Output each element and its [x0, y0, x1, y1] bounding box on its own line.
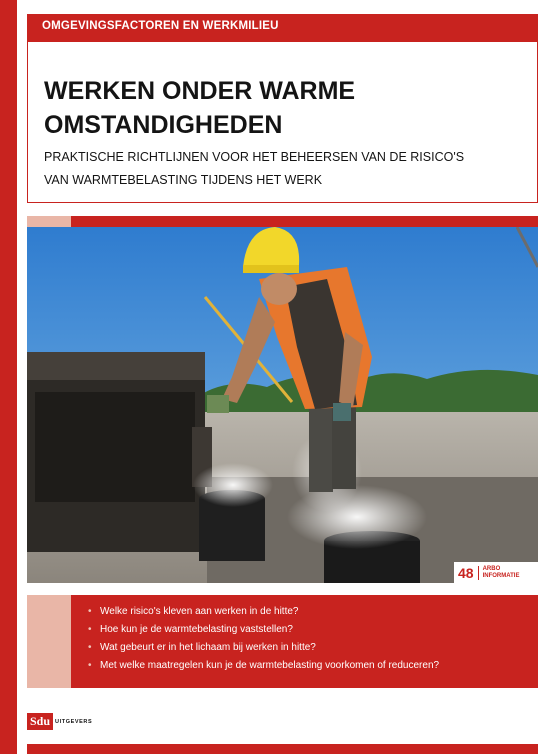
- subtitle-line-2: VAN WARMTEBELASTING TIJDENS HET WERK: [44, 173, 323, 187]
- bullet-icon: •: [88, 660, 92, 671]
- series-name-line-2: INFORMATIE: [482, 572, 520, 579]
- title-line-2: OMSTANDIGHEDEN: [44, 111, 283, 139]
- book-title: [44, 74, 524, 142]
- cover-photo: [27, 227, 538, 583]
- badge-divider: [478, 566, 479, 580]
- publisher-tagline: UITGEVERS: [55, 718, 93, 725]
- bullet-icon: •: [88, 624, 92, 635]
- red-stripe: [27, 216, 538, 227]
- question-text: Welke risico's kleven aan werken in de hitte?: [100, 606, 299, 617]
- bullet-icon: •: [88, 642, 92, 653]
- questions-list: [88, 603, 439, 675]
- worker-photo-illustration: [27, 227, 538, 583]
- left-red-bar: [0, 0, 17, 754]
- series-label: OMGEVINGSFACTOREN EN WERKMILIEU: [42, 20, 279, 32]
- publisher-logo-mark: Sdu: [27, 713, 53, 730]
- question-item: [88, 657, 439, 675]
- question-text: Wat gebeurt er in het lichaam bij werken in hitte?: [100, 642, 316, 653]
- series-name-line-1: ARBO: [482, 565, 501, 572]
- question-text: Hoe kun je de warmtebelasting vaststellen?: [100, 624, 293, 635]
- salmon-stripe-accent: [27, 216, 71, 227]
- series-number-badge: [454, 562, 538, 583]
- bottom-red-bar: [27, 744, 538, 754]
- series-name: [483, 566, 520, 580]
- book-subtitle: [44, 146, 524, 192]
- question-item: [88, 639, 439, 657]
- bullet-icon: •: [88, 606, 92, 617]
- question-item: [88, 603, 439, 621]
- title-line-1: WERKEN ONDER WARME: [44, 77, 356, 105]
- series-number: 48: [458, 564, 474, 581]
- subtitle-line-1: PRAKTISCHE RICHTLIJNEN VOOR HET BEHEERSEN VAN DE RISICO'S: [44, 150, 465, 164]
- publisher-logo: [27, 713, 92, 730]
- question-text: Met welke maatregelen kun je de warmtebelasting voorkomen of reduceren?: [100, 660, 440, 671]
- question-item: [88, 621, 439, 639]
- questions-side-accent: [27, 595, 71, 688]
